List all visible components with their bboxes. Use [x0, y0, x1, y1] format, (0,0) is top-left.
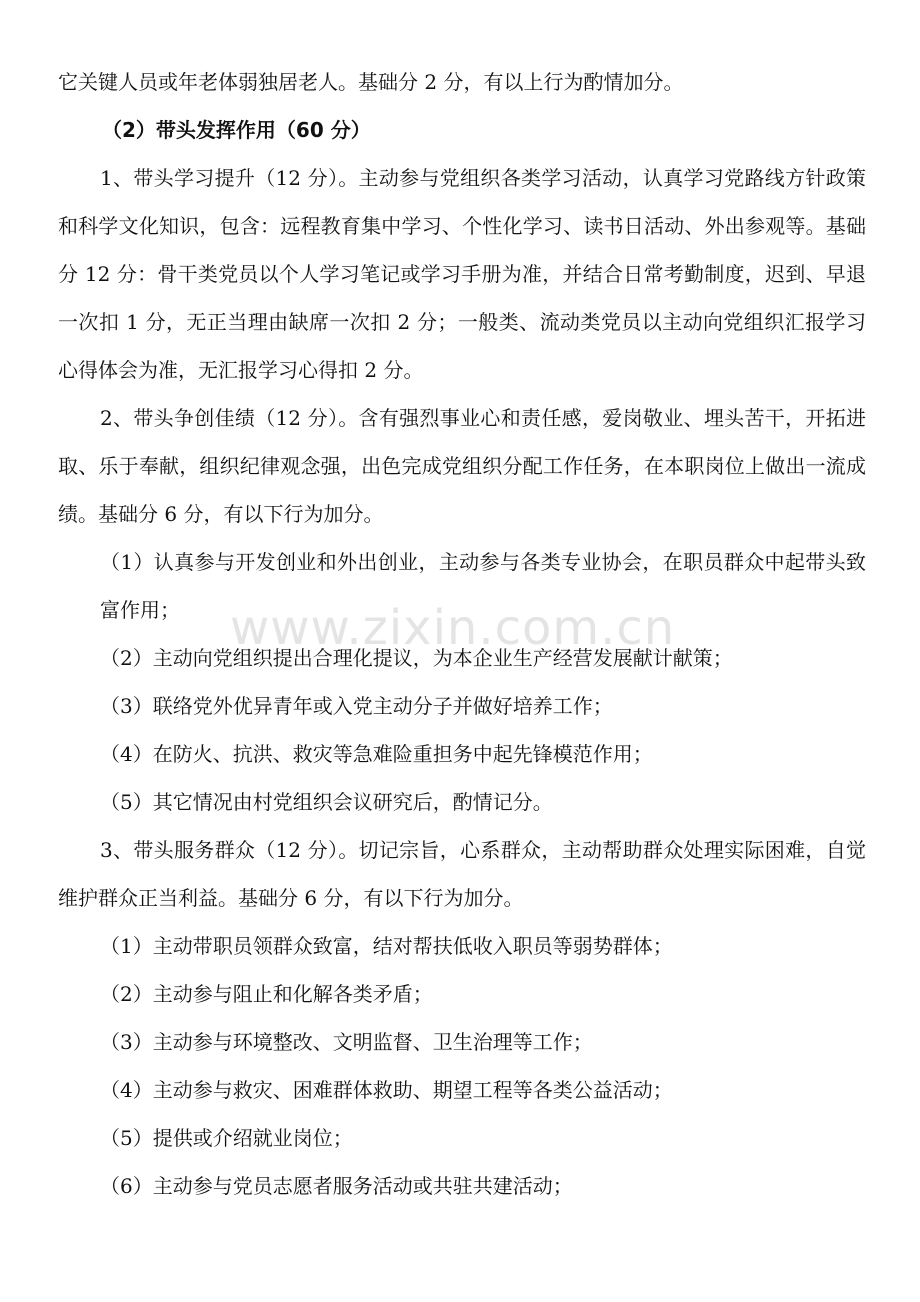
- list-item: （2）主动向党组织提出合理化提议，为本企业生产经营发展献计献策；: [100, 646, 733, 670]
- list-item: （2）主动参与阻止和化解各类矛盾；: [100, 982, 433, 1006]
- paragraph-achievement: 2、带头争创佳绩（12 分）。含有强烈事业心和责任感，爱岗敬业、埋头苦干，开拓进取、乐于奉献，组织纪律观念强，出色完成党组织分配工作任务，在本职岗位上做出一流成绩。基础分 6 分，有以下行为加分。: [58, 406, 866, 526]
- list-item: （3）主动参与环境整改、文明监督、卫生治理等工作；: [100, 1030, 593, 1054]
- list-item: （4）在防火、抗洪、救灾等急难险重担务中起先锋模范作用；: [100, 742, 653, 766]
- list-item: （5）其它情况由村党组织会议研究后，酌情记分。: [100, 790, 553, 814]
- paragraph-continuation: 它关键人员或年老体弱独居老人。基础分 2 分，有以上行为酌情加分。: [58, 70, 684, 94]
- list-item: （5）提供或介绍就业岗位；: [100, 1126, 353, 1150]
- list-item: （6）主动参与党员志愿者服务活动或共驻共建活动；: [100, 1174, 573, 1198]
- document-page: [58, 58, 866, 1210]
- list-item: （1）主动带职员领群众致富，结对帮扶低收入职员等弱势群体；: [100, 934, 673, 958]
- list-item: （1）认真参与开发创业和外出创业，主动参与各类专业协会，在职员群众中起带头致富作用；: [100, 550, 866, 622]
- paragraph-service: 3、带头服务群众（12 分）。切记宗旨，心系群众，主动帮助群众处理实际困难，自觉维护群众正当利益。基础分 6 分，有以下行为加分。: [58, 838, 866, 910]
- list-item: （4）主动参与救灾、困难群体救助、期望工程等各类公益活动；: [100, 1078, 673, 1102]
- watermark: www.zixin.com.cn: [230, 600, 676, 656]
- list-item: （3）联络党外优异青年或入党主动分子并做好培养工作；: [100, 694, 613, 718]
- section-heading: （2）带头发挥作用（60 分）: [102, 118, 371, 142]
- paragraph-study: 1、带头学习提升（12 分）。主动参与党组织各类学习活动，认真学习党路线方针政策和科学文化知识，包含：远程教育集中学习、个性化学习、读书日活动、外出参观等。基础分 12 分：骨干类党员以个人学习笔记或学习手册为准，并结合日常考勤制度，迟到、早退一次扣 1 分，无正当理由缺席一次扣 2 分；一般类、流动类党员以主动向党组织汇报学习心得体会为准，无汇报学习心得扣 2 分。: [58, 166, 866, 382]
